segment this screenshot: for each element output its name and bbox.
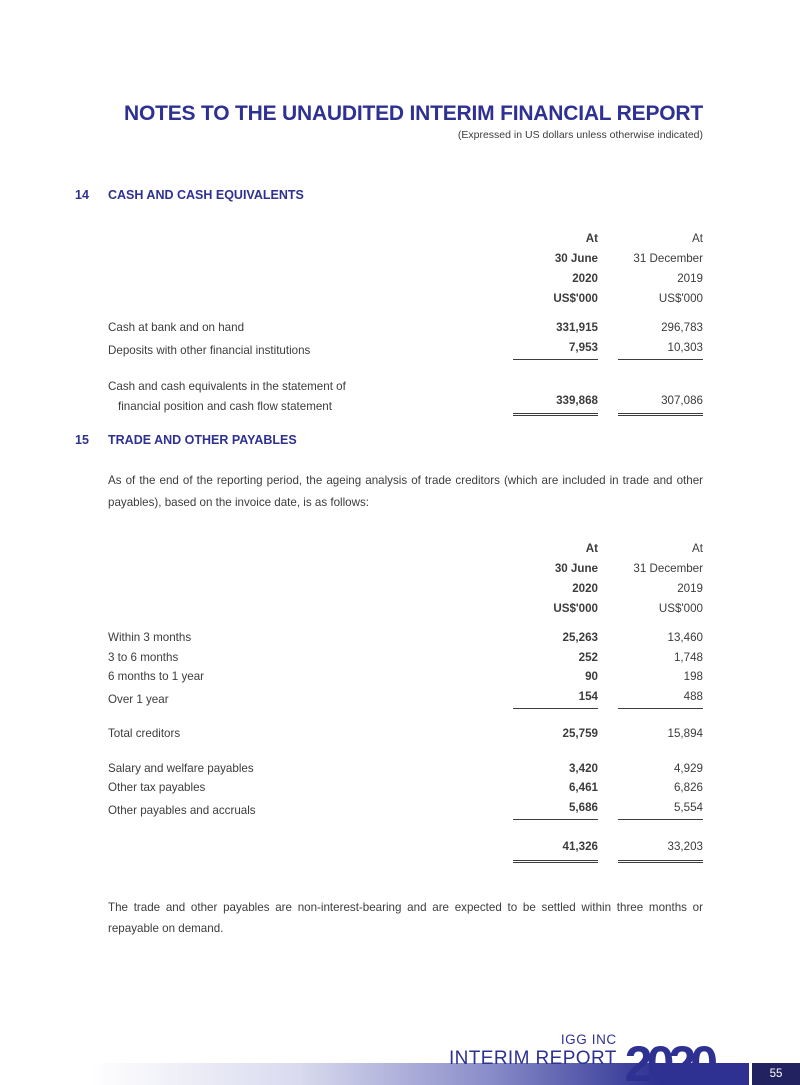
table-total-row <box>108 377 703 416</box>
section-heading: CASH AND CASH EQUIVALENTS <box>108 188 304 202</box>
value-2019: 5,554 <box>618 798 703 821</box>
section-body <box>108 229 703 416</box>
table-row <box>108 648 703 668</box>
table-row <box>108 687 703 710</box>
page-title: NOTES TO THE UNAUDITED INTERIM FINANCIAL REPORT <box>123 102 703 125</box>
company-name: IGG INC <box>560 1032 617 1047</box>
column-header-2020: At 30 June 2020 US$'000 <box>553 542 598 615</box>
report-title: INTERIM REPORT <box>448 1048 617 1069</box>
table-row <box>108 667 703 687</box>
table-row <box>108 778 703 798</box>
paragraph: The trade and other payables are non-interest-bearing and are expected to be settled within three months or repayable on demand. <box>108 900 703 935</box>
value-2019: 6,826 <box>673 781 703 794</box>
section-heading-row <box>75 188 703 203</box>
value-2020: 7,953 <box>513 338 598 361</box>
row-label: Within 3 months <box>108 631 192 644</box>
row-label: Over 1 year <box>108 692 169 706</box>
value-2020: 252 <box>578 650 598 664</box>
value-2019: 296,783 <box>661 321 703 334</box>
grand-total-2019: 33,203 <box>618 837 703 863</box>
page-number: 55 <box>769 1068 783 1080</box>
value-2019: 13,460 <box>667 631 703 644</box>
document-header <box>124 102 703 141</box>
value-2020: 90 <box>585 670 598 683</box>
row-label: Salary and welfare payables <box>108 761 254 775</box>
paragraph: As of the end of the reporting period, the ageing analysis of trade creditors (which are included in trade and other payables), based on the invoice date, is as follows: <box>108 474 703 509</box>
footer-brand-text <box>449 1032 617 1073</box>
section-body <box>108 470 703 940</box>
value-2020: 154 <box>513 687 598 710</box>
value-2019: 10,303 <box>618 338 703 361</box>
row-label: Deposits with other financial institutions <box>108 343 311 357</box>
row-label: Other payables and accruals <box>108 803 256 817</box>
grand-total-2020: 41,326 <box>513 837 598 863</box>
value-2020: 6,461 <box>568 781 598 794</box>
subtotal-2020: 25,759 <box>562 727 598 740</box>
value-2020: 3,420 <box>568 761 598 775</box>
total-2020: 339,868 <box>513 391 598 417</box>
section-number: 14 <box>75 188 89 202</box>
table-grand-total-row <box>108 837 703 863</box>
section-number: 15 <box>75 433 89 447</box>
year-2020-logo: 2020 <box>624 1036 712 1085</box>
row-label: 6 months to 1 year <box>108 670 205 683</box>
section-heading: TRADE AND OTHER PAYABLES <box>108 433 297 447</box>
value-2019: 198 <box>683 670 703 683</box>
column-header-2019: At 31 December 2019 US$'000 <box>633 542 703 615</box>
table-row <box>108 798 703 821</box>
value-2019: 488 <box>618 687 703 710</box>
table-row <box>108 759 703 779</box>
value-2020: 25,263 <box>562 631 598 644</box>
row-label: Cash at bank and on hand <box>108 321 245 334</box>
section-heading-row <box>75 433 703 448</box>
row-label: Other tax payables <box>108 781 206 794</box>
table-subtotal-row <box>108 724 703 744</box>
table-header <box>108 539 703 619</box>
footer-brand <box>448 1032 712 1085</box>
value-2020: 331,915 <box>556 321 598 334</box>
table-row <box>108 318 703 338</box>
total-2019: 307,086 <box>618 391 703 417</box>
page-number-box <box>752 1063 800 1085</box>
table-header <box>108 229 703 309</box>
header-spacer <box>108 229 493 309</box>
value-2020: 5,686 <box>513 798 598 821</box>
subtotal-2019: 15,894 <box>667 727 703 740</box>
row-label: Total creditors <box>108 727 181 740</box>
page-subtitle: (Expressed in US dollars unless otherwise indicated) <box>457 129 703 141</box>
table-row <box>108 338 703 361</box>
table-row <box>108 628 703 648</box>
financial-table-payables <box>108 539 703 863</box>
row-label: Cash and cash equivalents in the statement of financial position and cash flow statement <box>108 380 346 413</box>
value-2019: 1,748 <box>673 650 703 664</box>
row-label: 3 to 6 months <box>108 650 179 664</box>
column-header-2020: At 30 June 2020 US$'000 <box>553 232 598 305</box>
section-cash-and-cash-equivalents <box>75 188 703 416</box>
value-2019: 4,929 <box>673 761 703 775</box>
section-trade-and-other-payables <box>75 433 703 940</box>
header-spacer <box>108 539 493 619</box>
column-header-2019: At 31 December 2019 US$'000 <box>633 232 703 305</box>
financial-table-cash <box>108 229 703 416</box>
